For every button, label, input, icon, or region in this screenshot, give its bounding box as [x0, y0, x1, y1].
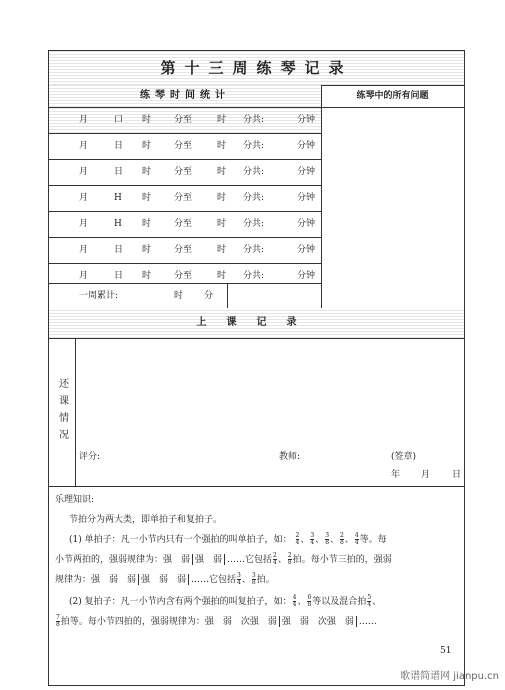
hour-label: 时	[142, 141, 152, 151]
theory-text: 强 弱 次强 弱	[281, 617, 354, 627]
minutes-label: 分钟	[297, 193, 316, 203]
weekly-total-row[interactable]	[49, 284, 321, 309]
theory-text: ……	[358, 617, 377, 627]
time-signature: $\frac{4}{4}$	[292, 594, 297, 608]
page-number: 51	[440, 646, 452, 656]
weekly-total-label: 一周累计:	[79, 291, 119, 301]
minutes-label: 分钟	[297, 167, 316, 177]
min-total-label: 分共:	[243, 167, 265, 177]
practice-record-sheet	[48, 50, 465, 686]
min-total-label: 分共:	[243, 115, 265, 125]
time-signature: $\frac{2}{4}$	[273, 552, 277, 566]
theory-paragraph	[55, 615, 377, 630]
min-total-label: 分共:	[243, 219, 265, 229]
time-signature: $\frac{3}{8}$	[325, 532, 330, 546]
time-signature: $\frac{3}{4}$	[237, 572, 241, 586]
theory-text: 等。每	[359, 535, 387, 545]
barline-icon	[224, 554, 225, 565]
hour-label: 时	[142, 219, 152, 229]
date-month-label: 月	[421, 470, 431, 480]
theory-text: 强 弱	[195, 555, 223, 565]
theory-text: ……它包括	[191, 575, 237, 585]
minutes-label: 分钟	[297, 115, 316, 125]
review-status-label: 还课情况	[56, 378, 68, 446]
time-signature: $\frac{3}{8}$	[251, 572, 256, 586]
theory-text: 拍。	[256, 575, 275, 585]
practice-row[interactable]	[49, 212, 321, 237]
day-label: 口	[114, 115, 124, 125]
barline-icon	[356, 616, 357, 627]
day-label: 日	[114, 271, 124, 281]
month-label: 月	[79, 141, 89, 151]
date-year-label: 年	[391, 470, 401, 480]
watermark-text: 歌谱简谱网 jianpu.cn	[400, 671, 499, 682]
month-label: 月	[79, 193, 89, 203]
day-label: 日	[114, 141, 124, 151]
review-notes-area[interactable]	[76, 339, 464, 439]
min-to-label: 分至	[174, 271, 193, 281]
hour-label: 时	[217, 115, 227, 125]
minutes-label: 分钟	[297, 271, 316, 281]
theory-text: (1) 单拍子：凡一小节内只有一个强拍的叫单拍子，如：	[69, 535, 292, 545]
minutes-label: 分钟	[297, 219, 316, 229]
hour-label: 时	[217, 167, 227, 177]
barline-icon	[138, 574, 139, 585]
day-label: H	[114, 219, 122, 229]
practice-row[interactable]	[49, 238, 321, 263]
theory-text: 强 弱 弱	[141, 575, 187, 585]
theory-text: 拍。每小节三拍的，强弱	[292, 555, 392, 565]
time-signature: $\frac{5}{4}$	[367, 594, 372, 608]
time-signature: $\frac{3}{4}$	[310, 532, 315, 546]
hour-label: 时	[142, 167, 152, 177]
hour-label: 时	[142, 245, 152, 255]
theory-text: 规律为：强 弱 弱	[55, 575, 137, 585]
hour-label: 时	[217, 271, 227, 281]
theory-text: (2) 复拍子：凡一小节内含有两个强拍的叫复拍子，如：	[69, 597, 292, 607]
time-signature: $\frac{4}{4}$	[354, 532, 359, 546]
music-theory-section	[49, 487, 464, 685]
day-label: 日	[114, 245, 124, 255]
minutes-label: 分钟	[297, 245, 316, 255]
theory-text: 拍等。每小节四拍的，强弱规律为：强 弱 次强 弱	[60, 617, 277, 627]
month-label: 月	[79, 167, 89, 177]
lesson-record-header: 上课记录	[49, 308, 464, 338]
cell-divider	[227, 284, 228, 308]
practice-row[interactable]	[49, 186, 321, 211]
hour-label: 时	[217, 141, 227, 151]
theory-paragraph: 小节两拍的，强弱规律为：强 弱 强 弱 ……它包括 $\frac{2}{4}$ 、 $\frac{2}{8}$ 拍。每小节三拍的，强弱	[55, 552, 392, 566]
min-to-label: 分至	[174, 115, 193, 125]
practice-row[interactable]	[49, 134, 321, 159]
teacher-label: 教师:	[279, 452, 301, 462]
month-label: 月	[79, 115, 89, 125]
day-label: H	[114, 193, 122, 203]
theory-text: ……它包括	[227, 555, 273, 565]
practice-row[interactable]	[49, 108, 321, 133]
min-to-label: 分至	[174, 245, 193, 255]
weekly-min-label: 分	[204, 291, 214, 301]
time-signature: $\frac{6}{8}$	[307, 594, 312, 608]
practice-row[interactable]	[49, 160, 321, 185]
practice-stats-header: 练琴时间统计	[49, 85, 321, 107]
min-total-label: 分共:	[243, 141, 265, 151]
hour-label: 时	[217, 193, 227, 203]
time-signature: $\frac{2}{8}$	[340, 532, 344, 546]
page-title: 第十三周练琴记录	[49, 51, 464, 85]
min-total-label: 分共:	[243, 271, 265, 281]
score-label: 评分:	[79, 452, 101, 462]
day-label: 日	[114, 167, 124, 177]
hour-label: 时	[217, 219, 227, 229]
hour-label: 时	[142, 115, 152, 125]
month-label: 月	[79, 271, 89, 281]
hour-label: 时	[142, 271, 152, 281]
seal-label: (签章)	[391, 452, 417, 462]
min-to-label: 分至	[174, 167, 193, 177]
month-label: 月	[79, 219, 89, 229]
theory-text: 等以及混合拍	[312, 597, 367, 607]
barline-icon	[192, 554, 193, 565]
time-signature: $\frac{7}{8}$	[56, 614, 60, 628]
time-signature: $\frac{2}{8}$	[287, 552, 292, 566]
time-signature: $\frac{2}{4}$	[295, 532, 300, 546]
minutes-label: 分钟	[297, 141, 316, 151]
practice-problems-header: 练琴中的所有问题	[356, 91, 429, 101]
hour-label: 时	[142, 193, 152, 203]
theory-paragraph: (2) 复拍子：凡一小节内含有两个强拍的叫复拍子，如： $\frac{4}{4}$ 、 $\frac{6}{8}$ 等以及混合拍 $\frac{5}{4}$ 、	[69, 594, 382, 608]
theory-heading: 乐理知识:	[55, 495, 95, 505]
date-day-label: 日	[452, 470, 462, 480]
min-to-label: 分至	[174, 141, 193, 151]
min-to-label: 分至	[174, 193, 193, 203]
min-total-label: 分共:	[243, 245, 265, 255]
barline-icon	[188, 574, 189, 585]
theory-paragraph: 节拍分为两大类，即单拍子和复拍子。	[69, 515, 223, 525]
theory-paragraph	[69, 533, 387, 548]
theory-text: 小节两拍的，强弱规律为：强 弱	[55, 555, 191, 565]
min-total-label: 分共:	[243, 193, 265, 203]
time-signatures: $\frac{2}{4}$ 、 $\frac{3}{4}$ 、 $\frac{3}{8}$ 、 $\frac{2}{8}$ 、 $\frac{4}{4}$	[295, 532, 359, 546]
month-label: 月	[79, 245, 89, 255]
practice-problems-area[interactable]	[322, 108, 464, 308]
weekly-hour-label: 时	[174, 291, 184, 301]
barline-icon	[279, 616, 280, 627]
hour-label: 时	[217, 245, 227, 255]
min-to-label: 分至	[174, 219, 193, 229]
theory-paragraph: 规律为：强 弱 弱 强 弱 弱 ……它包括 $\frac{3}{4}$ 、 $\frac{3}{8}$ 拍。	[55, 572, 275, 586]
